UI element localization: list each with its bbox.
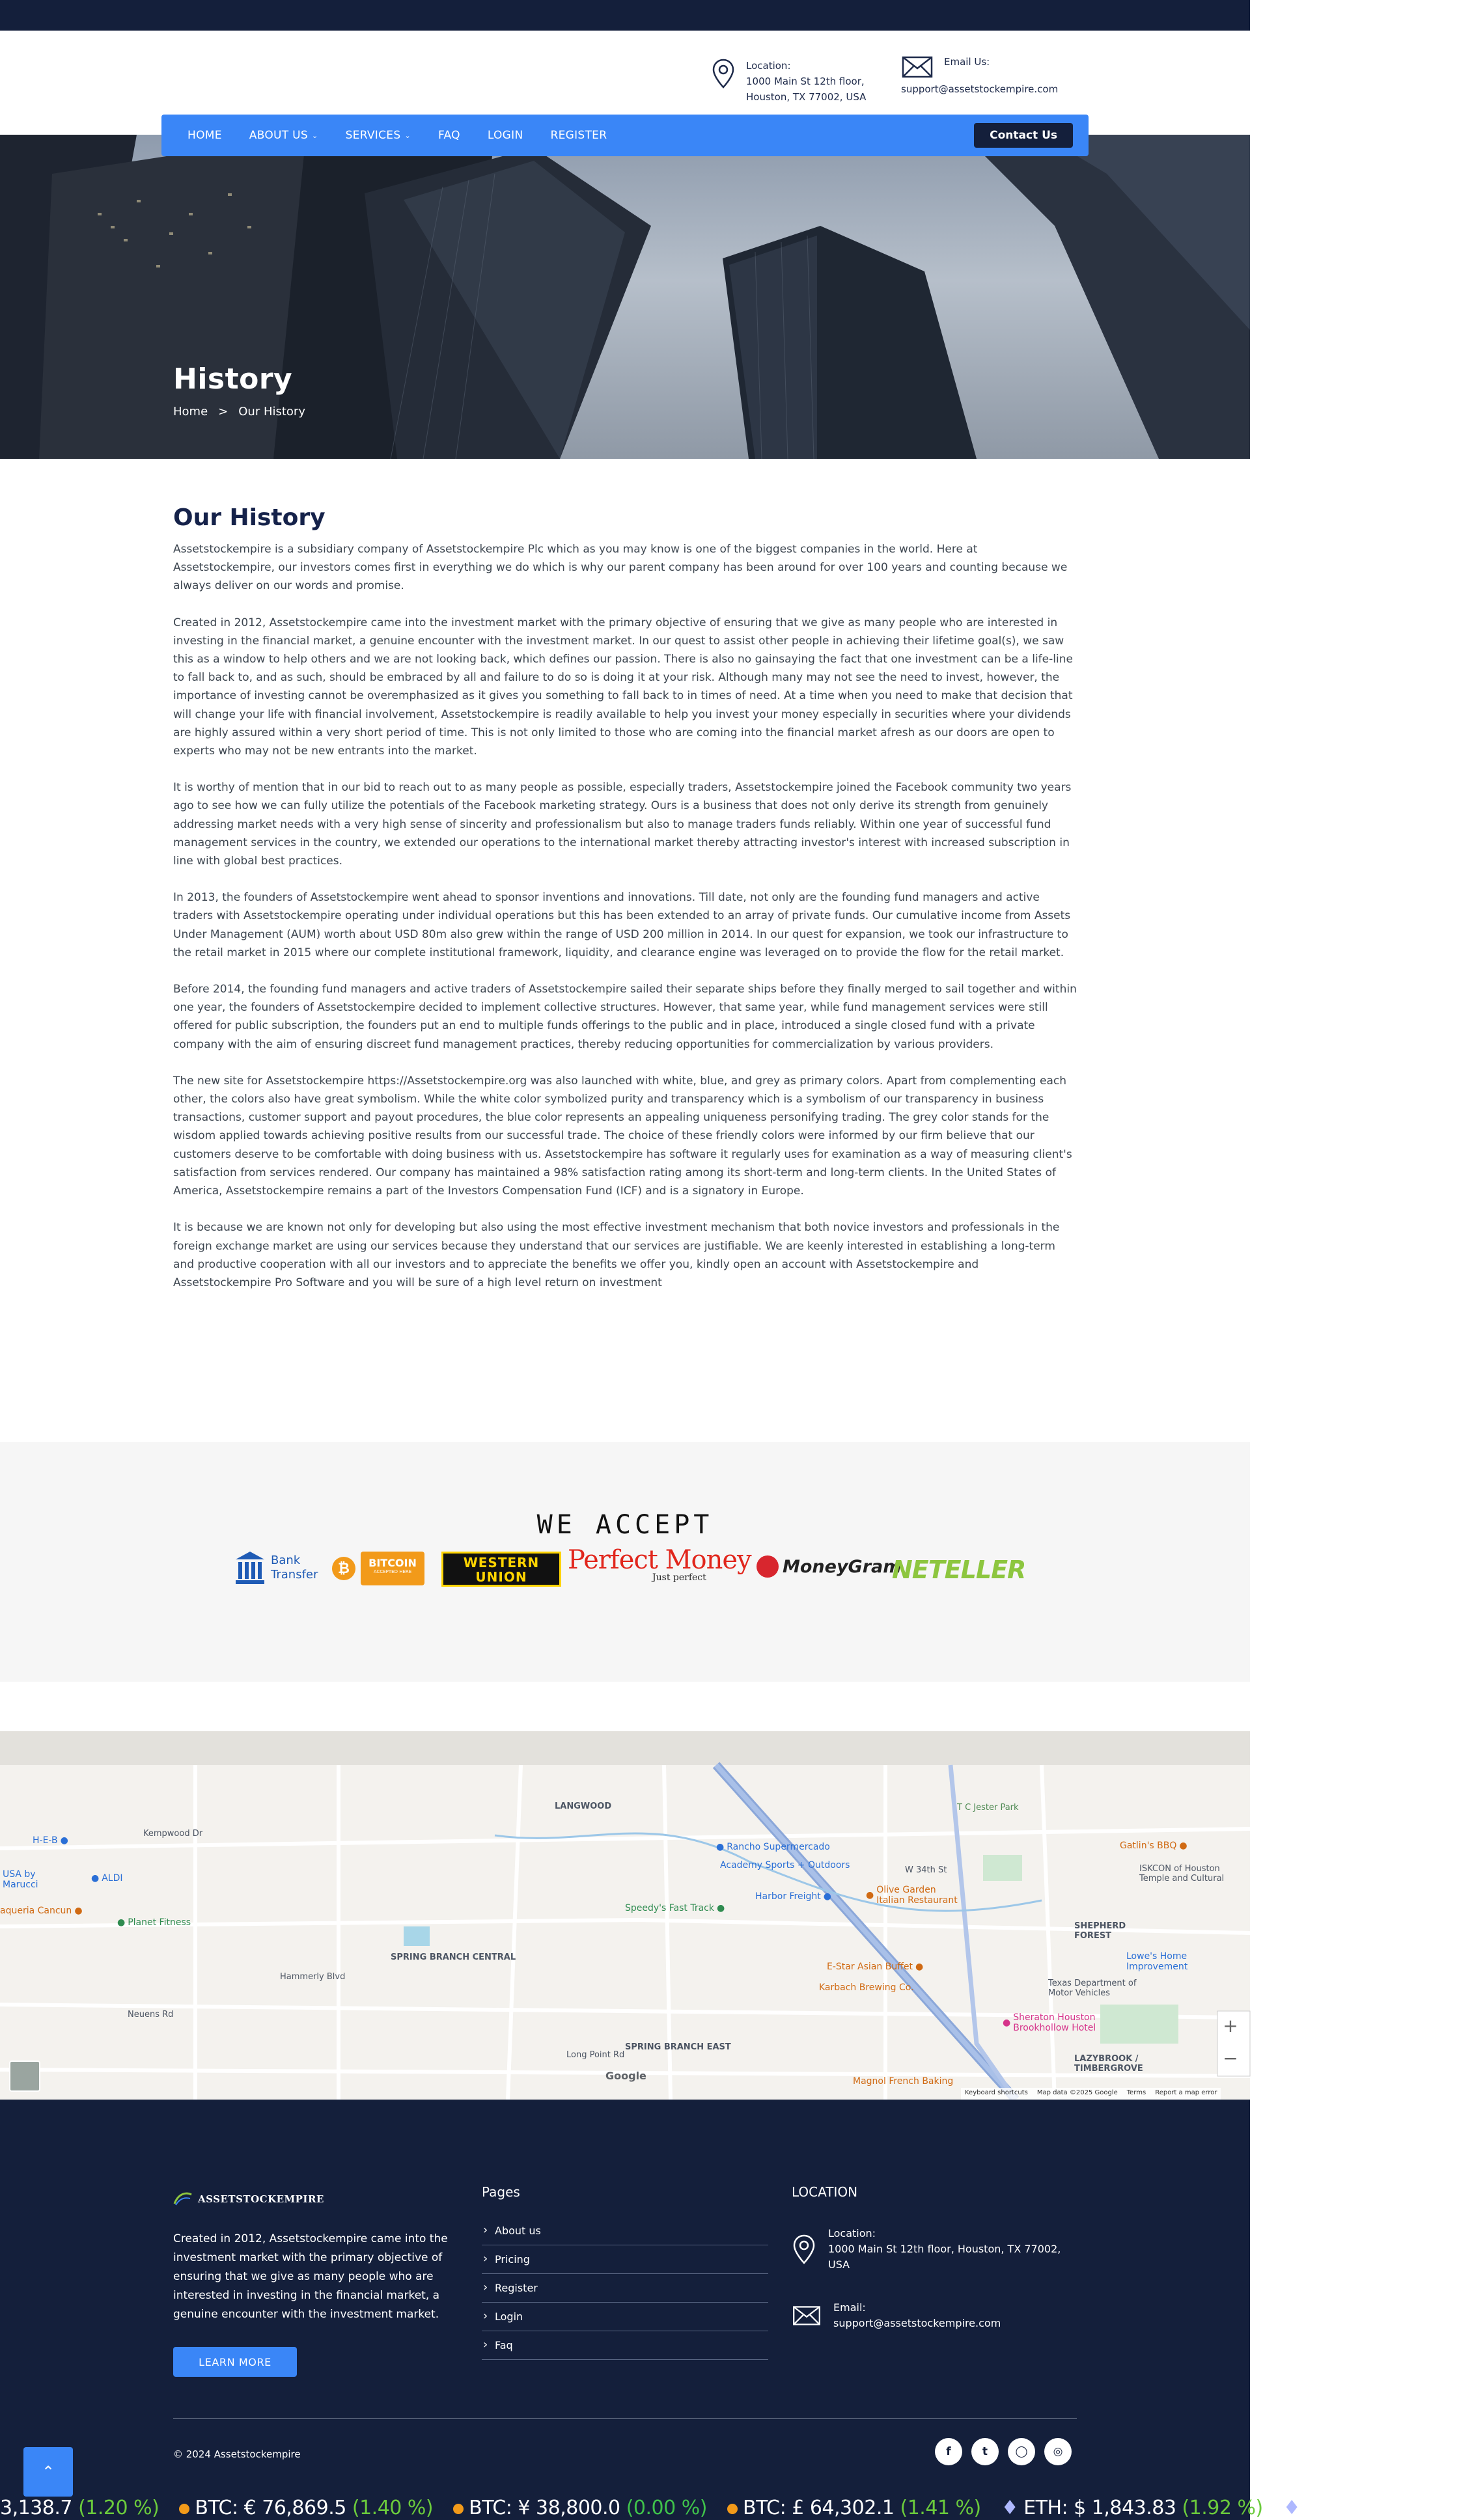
- footer-email: [792, 2300, 1078, 2331]
- bitcoin-icon: [179, 2504, 189, 2514]
- map-label: Kempwood Dr: [143, 1829, 203, 1839]
- map-data-text: Map data ©2025 Google: [1036, 2089, 1118, 2096]
- location-map[interactable]: [0, 1731, 1250, 2100]
- map-pin-icon: ●: [823, 1891, 831, 1902]
- location-line-1: 1000 Main St 12th floor,: [746, 75, 865, 87]
- learn-more-button[interactable]: LEARN MORE: [173, 2347, 297, 2377]
- map-pin-icon: ●: [1179, 1841, 1187, 1851]
- map-pin-icon: ●: [1003, 2018, 1011, 2028]
- footer-pages-title: Pages: [482, 2184, 520, 2200]
- footer-link-pricing[interactable]: › Pricing: [482, 2245, 768, 2274]
- scroll-to-top-button[interactable]: [23, 2447, 73, 2497]
- breadcrumb-current: Our History: [238, 405, 305, 418]
- moneygram-label: MoneyGram: [783, 1556, 902, 1577]
- map-pin-label: Sheraton Houston Brookhollow Hotel: [1013, 2012, 1096, 2033]
- map-pin-label: ALDI: [102, 1873, 123, 1883]
- map-pin[interactable]: [853, 2076, 953, 2087]
- map-pin[interactable]: [117, 1917, 191, 1928]
- header-location: [711, 58, 866, 105]
- map-pin-icon: ●: [716, 1842, 725, 1852]
- map-pin-icon: ●: [915, 1962, 924, 1972]
- map-pin-icon: ●: [91, 1873, 100, 1883]
- perfect-money-label: Perfect Money: [568, 1545, 751, 1575]
- perfect-money-sublabel: Just perfect: [652, 1572, 706, 1583]
- header-email: [901, 54, 1058, 97]
- brand-logo-icon: [173, 2191, 193, 2208]
- map-pin-label: Olive Garden Italian Restaurant: [876, 1885, 958, 1906]
- payment-logos: [234, 1545, 1026, 1588]
- map-attribution: [961, 2088, 1221, 2100]
- history-paragraph: The new site for Assetstockempire https://Assetstockempire.org was also launched with white, blue, and grey as primary colors. Apart from complementing each other, the colors also have great symbolism. While the white color symbolized purity and transparency which is a symbolism of our transparency in business transactions, customer support and payout procedures, the blue color represents an appealing uniqueness personifying trading. The grey color stands for the wisdom applied towards achieving positive results from our successful trade. The choice of these friendly colors were informed by our firm believe that our customers deserve to be comfortable with doing business with us. Assetstockempire has software it regularly uses for examination as a way of measuring client's satisfaction from services rendered. Our company has maintained a 98% satisfaction rating among its short-term and long-term clients. In the United States of America, Assetstockempire remains a part of the Investors Compensation Fund (ICF) and is a signatory in Europe.: [173, 1074, 1072, 1198]
- footer-link-faq[interactable]: › Faq: [482, 2331, 768, 2360]
- map-pin-icon: ●: [60, 1835, 68, 1846]
- footer-logo[interactable]: [173, 2191, 324, 2208]
- nav-login[interactable]: [488, 129, 523, 142]
- ethereum-icon: ♦: [1001, 2497, 1019, 2519]
- nav-faq[interactable]: [438, 129, 460, 142]
- map-pin-label: aqueria Cancun: [0, 1906, 72, 1916]
- ticker-price: BTC: £ 64,302.1: [742, 2497, 895, 2519]
- footer-location-label: Location:: [828, 2227, 876, 2239]
- dribbble-icon[interactable]: ◎: [1044, 2438, 1072, 2465]
- nav-about-us[interactable]: [249, 129, 318, 142]
- map-pin[interactable]: [1120, 1841, 1187, 1851]
- chevron-right-icon: >: [218, 405, 229, 418]
- map-pin-label: Harbor Freight: [755, 1891, 821, 1902]
- map-pin[interactable]: [1003, 2012, 1107, 2033]
- hero-banner: [0, 135, 1250, 459]
- neteller-logo: NETELLER: [892, 1555, 1026, 1584]
- ethereum-icon: ♦: [1283, 2497, 1301, 2519]
- payment-methods-section: [0, 1442, 1250, 1682]
- map-pin[interactable]: [91, 1873, 123, 1883]
- map-label: LAZYBROOK / TIMBERGROVE: [1074, 2054, 1143, 2074]
- map-pin-label: Rancho Supermercado: [727, 1842, 830, 1852]
- breadcrumb-home[interactable]: Home: [173, 405, 208, 418]
- nav-login-label: LOGIN: [487, 129, 523, 142]
- ticker-change: (1.92 %): [1182, 2497, 1263, 2519]
- map-pin[interactable]: [827, 1962, 923, 1972]
- map-pin-label: Magnol French Baking: [853, 2076, 954, 2087]
- location-line-2: Houston, TX 77002, USA: [746, 91, 867, 103]
- nav-register-label: REGISTER: [550, 129, 607, 142]
- footer-link-register[interactable]: › Register: [482, 2274, 768, 2303]
- map-pin[interactable]: [720, 1860, 850, 1870]
- header-email-address[interactable]: support@assetstockempire.com: [901, 83, 1059, 95]
- nav-services[interactable]: [346, 129, 411, 142]
- ticker-item: [1001, 2497, 1263, 2520]
- footer-pages: [482, 2184, 768, 2360]
- ticker-item: [179, 2497, 433, 2520]
- map-label: ISKCON of Houston Temple and Cultural: [1139, 1864, 1225, 1883]
- wu-label-2: UNION: [475, 1569, 527, 1585]
- we-accept-title: WE ACCEPT: [536, 1510, 714, 1540]
- map-pin-label: H-E-B: [33, 1835, 58, 1846]
- map-label: Texas Department of Motor Vehicles: [1048, 1979, 1137, 1998]
- history-paragraph: In 2013, the founders of Assetstockempire went ahead to sponsor inventions and innovations. Till date, not only are the founding fund managers and active traders with Assetstockempire operating under individual operations but this has been extended to an array of private funds. Our cumulative income from Assets Under Management (AUM) worth about USD 80m also grew within the range of USD 200 million in 2014. In our quest for expansion, we took our infrastructure to the retail market in 2015 where our complete institutional framework, liquidity, and clearance engine was leveraged on to provide the flow for the retail market.: [173, 891, 1071, 959]
- location-label: Location:: [746, 60, 791, 72]
- nav-about-label: ABOUT US: [249, 129, 309, 142]
- crypto-ticker: [0, 2497, 1458, 2520]
- ticker-price: ETH: $ 1,843.83: [1023, 2497, 1176, 2519]
- ticker-change: (0.00 %): [626, 2497, 707, 2519]
- terms-link[interactable]: Terms: [1126, 2089, 1146, 2096]
- map-pin[interactable]: [1126, 1951, 1211, 1972]
- map-layers-thumbnail[interactable]: [9, 2061, 40, 2092]
- footer-divider: [173, 2418, 1077, 2419]
- map-pin-label: Gatlin's BBQ: [1120, 1841, 1177, 1851]
- ticker-price: BTC: € 76,869.5: [195, 2497, 346, 2519]
- footer-about-text: Created in 2012, Assetstockempire came into the investment market with the primary objective of ensuring that we give as many people who are interested in investing in the financial market, a genuine encounter with the investment market.: [173, 2232, 448, 2321]
- nav-services-label: SERVICES: [345, 129, 401, 142]
- top-strip: [0, 0, 1250, 31]
- wu-label-1: WESTERN: [463, 1555, 540, 1570]
- footer-email-label: Email:: [833, 2301, 866, 2314]
- main-nav: [161, 115, 1089, 156]
- site-footer: [0, 2100, 1250, 2520]
- bitcoin-icon: [727, 2504, 738, 2514]
- chevron-down-icon: ⌄: [312, 131, 318, 140]
- footer-location-title: LOCATION: [792, 2184, 858, 2200]
- copyright: © 2024 Assetstockempire: [173, 2448, 301, 2460]
- facebook-icon[interactable]: f: [935, 2438, 962, 2465]
- map-pin[interactable]: [625, 1903, 725, 1913]
- map-pin[interactable]: [0, 1906, 83, 1916]
- map-pin-label: Academy Sports + Outdoors: [720, 1860, 850, 1870]
- zoom-in-button[interactable]: +: [1223, 2014, 1238, 2036]
- chevron-down-icon: ⌄: [404, 131, 411, 140]
- perfect-money-logo: [568, 1545, 751, 1583]
- map-pin-icon: ●: [74, 1906, 83, 1916]
- nav-home[interactable]: [187, 129, 222, 142]
- ticker-price: ETH: € 1,705.11: [1305, 2497, 1458, 2519]
- breadcrumb: [173, 405, 305, 418]
- nav-register[interactable]: [550, 129, 607, 142]
- bitcoin-label: BITCOIN: [368, 1557, 417, 1569]
- ticker-item: [727, 2497, 981, 2520]
- google-logo: Google: [605, 2070, 646, 2082]
- map-label: W 34th St: [905, 1865, 947, 1875]
- map-pin[interactable]: [716, 1842, 830, 1852]
- map-pin-label: Speedy's Fast Track: [625, 1903, 714, 1913]
- map-pin-label: Planet Fitness: [128, 1917, 191, 1928]
- history-content: [173, 504, 1077, 1310]
- map-pin[interactable]: [3, 1869, 65, 1890]
- map-label: T C Jester Park: [957, 1803, 1019, 1813]
- contact-us-button[interactable]: Contact Us: [974, 123, 1073, 148]
- keyboard-shortcuts-link[interactable]: Keyboard shortcuts: [965, 2089, 1028, 2096]
- bank-label-2: Transfer: [271, 1568, 318, 1582]
- bitcoin-logo: [332, 1552, 424, 1585]
- ticker-item: [0, 2497, 159, 2520]
- history-paragraph: It is because we are known not only for developing but also using the most effective investment mechanism that both novice investors and professionals in the foreign exchange market are using our services because they understand that our services are justifiable. We are keenly interested in establishing a long-term and productive cooperation with all our investors and to appreciate the benefits we offer you, kindly open an account with Assetstockempire and Assetstockempire Pro Software and you will be sure of a high level return on investment: [173, 1221, 1060, 1289]
- bitcoin-icon: [453, 2504, 464, 2514]
- history-paragraph: Assetstockempire is a subsidiary company of Assetstockempire Plc which as you may know is one of the biggest companies in the world. Here at Assetstockempire, our investors comes first in everything we do which is why our parent company has been around for over 100 years and counting because we always deliver on our words and promise.: [173, 543, 1068, 593]
- map-label: Long Point Rd: [566, 2050, 625, 2060]
- social-links: [935, 2438, 1072, 2465]
- map-pin-label: Karbach Brewing Co.: [819, 1982, 914, 1993]
- western-union-logo: [441, 1552, 561, 1587]
- history-paragraph: Created in 2012, Assetstockempire came into the investment market with the primary objective of ensuring that we give as many people who are interested in investing in the financial market, a genuine encounter with the investment market. In our quest to assist other people in achieving their lifetime goal(s), we saw this as a window to help others and we are not looking back, which defines our passion. There is also no gainsaying the fact that one investment can be a life-line to fall back to, and as such, should be embraced by all and failure to do so is doing it at your risk. Although many may not see the need to invest, however, the importance of investing cannot be overemphasized as it gives you something to fall back to in times of need. At a time when you need to make that decision that will change your life with financial involvement, Assetstockempire is readily available to help you invest your money especially in securities where your dividends are highly assured within a very short period of time. This is not only limited to those who are coming into the financial market afresh as our doors are open to experts who may not be new entrants into the market.: [173, 616, 1073, 758]
- footer-logo-text: ASSETSTOCKEMPIRE: [198, 2193, 324, 2205]
- map-label: SPRING BRANCH CENTRAL: [391, 1952, 516, 1962]
- map-pin-label: Lowe's Home Improvement: [1126, 1951, 1188, 1972]
- page-title: History: [173, 363, 293, 396]
- footer-location-value: 1000 Main St 12th floor, Houston, TX 77002, USA: [828, 2243, 1061, 2271]
- bitcoin-icon: ₿: [332, 1557, 355, 1580]
- map-pin-icon: ●: [866, 1890, 874, 1900]
- bank-icon: [234, 1550, 266, 1585]
- map-pin[interactable]: [33, 1835, 68, 1846]
- history-paragraph: Before 2014, the founding fund managers and active traders of Assetstockempire sailed their separate ships before they finally merged to sail together and within one year, the founders of Assetstockempire decided to implement collective structures. However, that same year, while fund management services were still offered for public subscription, the founders put an end to multiple funds offerings to the public and in place, introduced a single closed fund with a private company with the aim of ensuring discreet fund management practices, thereby reducing opportunities for commercialization by various providers.: [173, 983, 1077, 1051]
- map-pin-icon: ●: [117, 1917, 126, 1928]
- map-pin-label: E-Star Asian Buffet: [827, 1962, 913, 1972]
- envelope-icon: [901, 54, 934, 80]
- bitcoin-sublabel: ACCEPTED HERE: [373, 1569, 412, 1574]
- chevron-up-icon: ⌃: [41, 2463, 55, 2481]
- footer-link-login[interactable]: › Login: [482, 2303, 768, 2331]
- zoom-out-button[interactable]: −: [1223, 2047, 1238, 2069]
- twitter-icon[interactable]: t: [971, 2438, 999, 2465]
- map-label: LANGWOOD: [555, 1801, 612, 1811]
- map-pin-label: USA by Marucci: [3, 1869, 38, 1890]
- footer-link-about[interactable]: › About us: [482, 2217, 768, 2245]
- ticker-price: BTC: ¥ 38,800.0: [469, 2497, 620, 2519]
- map-label: Hammerly Blvd: [280, 1972, 346, 1982]
- ticker-change: (1.41 %): [900, 2497, 981, 2519]
- map-label: Neuens Rd: [128, 2010, 174, 2020]
- ticker-change: (1.20 %): [78, 2497, 160, 2519]
- moneygram-icon: [757, 1555, 779, 1578]
- instagram-icon[interactable]: ◯: [1008, 2438, 1035, 2465]
- bank-label-1: Bank: [271, 1554, 301, 1567]
- ticker-price: 3,138.7: [0, 2497, 73, 2519]
- email-label: Email Us:: [944, 56, 990, 68]
- bank-transfer-logo: [234, 1550, 318, 1585]
- ticker-item: [1283, 2497, 1458, 2520]
- ticker-item: [453, 2497, 707, 2520]
- section-heading: Our History: [173, 504, 326, 531]
- map-label: SHEPHERD FOREST: [1074, 1921, 1126, 1941]
- map-label: SPRING BRANCH EAST: [625, 2042, 731, 2052]
- history-paragraph: It is worthy of mention that in our bid to reach out to as many people as possible, especially traders, Assetstockempire joined the Facebook community two years ago to see how we can fully utilize the potentials of the Facebook marketing strategy. Ours is a business that does not only derive its strength from genuinely addressing market needs with a very high sense of sincerity and professionalism but also to manage traders funds reliably. Within one year of successful fund management services in the country, we extended our operations to the international market thereby attracting investor's interest with increased subscription in line with global best practices.: [173, 781, 1072, 868]
- map-pin[interactable]: [819, 1982, 914, 1993]
- envelope-icon: [792, 2304, 822, 2327]
- location-pin-icon: [711, 58, 736, 89]
- map-pin[interactable]: [866, 1885, 964, 1906]
- moneygram-logo: [757, 1555, 901, 1578]
- footer-address: [792, 2226, 1078, 2273]
- location-pin-icon: [792, 2234, 816, 2265]
- footer-email-value[interactable]: support@assetstockempire.com: [833, 2317, 1001, 2329]
- map-pin-icon: ●: [716, 1903, 725, 1913]
- ticker-change: (1.40 %): [352, 2497, 434, 2519]
- nav-home-label: HOME: [187, 129, 222, 142]
- map-pin[interactable]: [755, 1891, 831, 1902]
- report-error-link[interactable]: Report a map error: [1155, 2089, 1217, 2096]
- footer-location: [792, 2184, 1078, 2359]
- nav-faq-label: FAQ: [437, 129, 460, 142]
